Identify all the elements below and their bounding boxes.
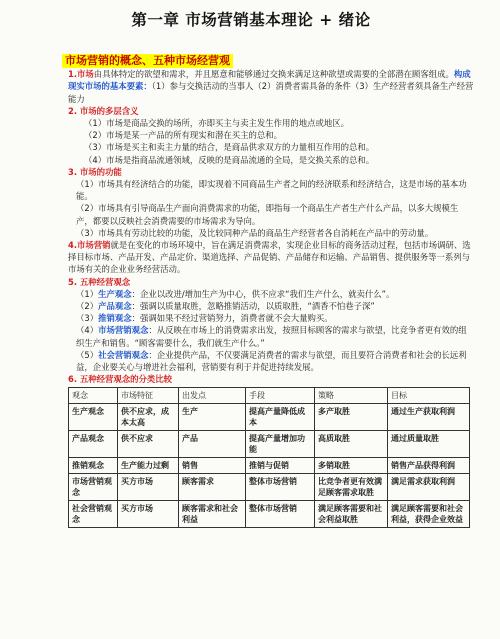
table-row xyxy=(69,474,470,501)
table-cell: 供不应求，成本太高 xyxy=(118,404,179,431)
p5-text: ：强调如果不经过营销努力，消费者就不会大量购买。 xyxy=(131,313,333,324)
p5-num: （2） xyxy=(76,301,99,312)
p5-item xyxy=(68,300,474,312)
p2-item: （3）市场是买主和卖主力量的结合，是商品供求双方的力量相互作用的总和。 xyxy=(84,142,375,153)
table-cell: 市场营销观念 xyxy=(69,474,118,501)
p1-key: 构成现实市场的基本要素： xyxy=(68,69,471,92)
p2-item: （1）市场是商品交换的场所，亦即买主与卖主发生作用的地点或地区。 xyxy=(84,118,349,129)
p5-text: ：从反映在市场上的消费需求出发，按照目标顾客的需求与欲望，比竞争者更有效的组织生产和销售。“顾客需要什么，我们就生产什么。” xyxy=(76,325,467,348)
table-row xyxy=(69,404,470,431)
table-cell: 提高产量降低成本 xyxy=(246,404,315,431)
p5-term: 推销观念 xyxy=(98,313,132,324)
p6-heading: 6. 五种经营观念的分类比较 xyxy=(68,374,173,385)
p5-item xyxy=(68,312,474,324)
table-cell: 多销取胜 xyxy=(315,458,388,474)
section-heading: 市场营销的概念、五种市场经营观 xyxy=(62,54,233,68)
table-cell: 比竞争者更有效满足顾客需求取胜 xyxy=(315,474,388,501)
table-cell: 满足顾客需要和社会利益，获得企业效益 xyxy=(388,501,470,528)
table-cell: 整体市场营销 xyxy=(246,501,315,528)
table-cell: 产品观念 xyxy=(69,431,118,458)
table-cell: 供不应求 xyxy=(118,431,179,458)
comparison-table xyxy=(68,387,470,528)
page-title: 第一章 市场营销基本理论 + 绪论 xyxy=(131,10,371,29)
table-cell: 满足顾客需要和社会利益取胜 xyxy=(315,501,388,528)
table-cell: 生产 xyxy=(179,404,246,431)
table-cell: 推销观念 xyxy=(69,458,118,474)
table-cell: 顾客需求和社会利益 xyxy=(179,501,246,528)
p5-term: 产品观念 xyxy=(98,301,132,312)
document-body xyxy=(65,54,474,528)
p5-num: （4） xyxy=(76,325,99,336)
table-row xyxy=(69,431,470,458)
paragraph-1 xyxy=(68,68,474,105)
p5-item xyxy=(68,349,474,373)
p5-text: ：企业以改进/增加生产为中心，供不应求“我们生产什么，就卖什么”。 xyxy=(131,288,395,299)
table-cell: 顾客需求 xyxy=(179,474,246,501)
p1-number: 1. xyxy=(68,69,78,80)
p3-item: （1）市场具有经济结合的功能，即实现着不同商品生产者之间的经济联系和经济结合，这是市场的基本功能。 xyxy=(76,179,467,202)
table-header-cell: 手段 xyxy=(246,388,315,404)
table-cell: 通过生产获取利润 xyxy=(388,404,470,431)
table-cell: 高质取胜 xyxy=(315,431,388,458)
p5-term: 生产观念 xyxy=(98,288,132,299)
table-header-cell: 出发点 xyxy=(179,388,246,404)
table-cell: 销售产品获得利润 xyxy=(388,458,470,474)
p1-text-a: 由具体特定的欲望和需求，并且愿意和能够通过交换来满足这种欲望或需要的全部潜在顾客组成。 xyxy=(93,69,454,80)
table-header-row xyxy=(69,388,470,404)
p5-item xyxy=(68,324,474,348)
p5-num: （1） xyxy=(76,288,99,299)
table-cell: 社会营销观念 xyxy=(69,501,118,528)
table-header-cell: 市场特征 xyxy=(118,388,179,404)
paragraph-4 xyxy=(68,239,474,276)
table-header-cell: 目标 xyxy=(388,388,470,404)
table-cell: 推销与促销 xyxy=(246,458,315,474)
p5-term: 市场营销观念 xyxy=(98,325,149,336)
table-cell: 通过质量取胜 xyxy=(388,431,470,458)
p4-text: 就是在变化的市场环境中，旨在满足消费需求，实现企业目标的商务活动过程，包括市场调研、选择目标市场、产品开发、产品定价、渠道选择、产品促销、产品储存和运输、产品销售、提供服务等一系列与市场有关的企业业务经营活动。 xyxy=(68,240,471,275)
p2-heading: 2. 市场的多层含义 xyxy=(68,105,139,116)
p5-num: （5） xyxy=(76,349,99,360)
p3-item: （2）市场具有引导商品生产面向消费需求的功能，即指每一个商品生产者生产什么产品，以多大规模生产，都要以反映社会消费需要的市场需求为导向。 xyxy=(76,203,459,226)
table-cell: 多产取胜 xyxy=(315,404,388,431)
p1-text-b: （1）参与交换活动的当事人（2）消费者需具备的条件（3）生产经营者须具备生产经营能力 xyxy=(68,81,474,104)
p2-item: （2）市场是某一产品的所有现实和潜在买主的总和。 xyxy=(84,130,282,141)
p5-text: ：强调以质量取胜，忽略推销活动，以质取胜，“酒香不怕巷子深” xyxy=(131,301,375,312)
table-cell: 产品 xyxy=(179,431,246,458)
p2-item: （4）市场是指商品流通领域，反映的是商品流通的全局，是交换关系的总和。 xyxy=(84,154,375,165)
p5-text: ：企业提供产品，不仅要满足消费者的需求与欲望，而且要符合消费者和社会的长远利益，企业要关心与增进社会福利，营销要有利于并促进持续发展。 xyxy=(76,349,467,373)
p5-num: （3） xyxy=(76,313,99,324)
table-row xyxy=(69,501,470,528)
table-cell: 满足需求获取利润 xyxy=(388,474,470,501)
p3-heading: 3. 市场的功能 xyxy=(68,166,122,177)
p3-item: （3）市场具有劳动比较的功能，及比较同种产品的商品生产经营者各自消耗在产品中的劳动量。 xyxy=(76,227,434,238)
p5-heading: 5. 五种经营观念 xyxy=(68,276,131,287)
table-cell: 销售 xyxy=(179,458,246,474)
table-cell: 买方市场 xyxy=(118,501,179,528)
p4-term: 市场营销 xyxy=(77,240,111,251)
table-cell: 买方市场 xyxy=(118,474,179,501)
table-cell: 生产观念 xyxy=(69,404,118,431)
p1-term: 市场 xyxy=(77,69,94,80)
table-cell: 生产能力过剩 xyxy=(118,458,179,474)
table-cell: 提高产量增加功能 xyxy=(246,431,315,458)
table-header-cell: 策略 xyxy=(315,388,388,404)
table-row xyxy=(69,458,470,474)
p5-term: 社会营销观念 xyxy=(98,349,149,360)
table-cell: 整体市场营销 xyxy=(246,474,315,501)
p5-item xyxy=(68,288,474,300)
p4-number: 4. xyxy=(68,240,78,251)
table-header-cell: 观念 xyxy=(69,388,118,404)
